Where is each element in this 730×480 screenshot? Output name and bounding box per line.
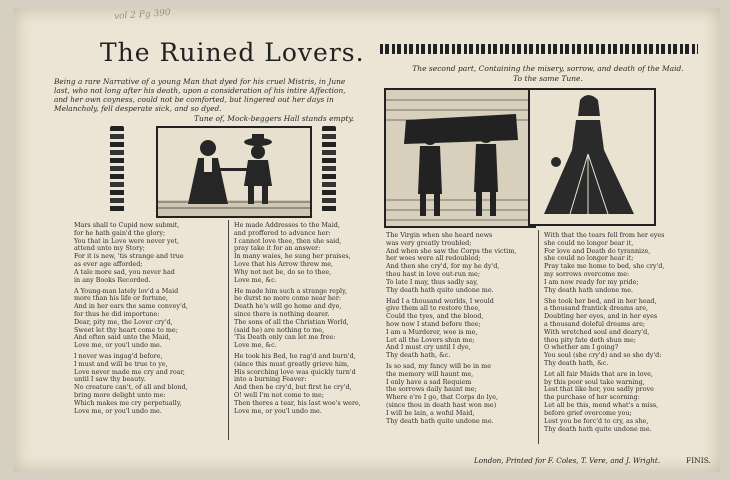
tune-line-part1: Tune of, Mock-beggers Hall stands empty. [194, 114, 355, 123]
stanza: Is so sad, my fancy will be in me the memory will haunt me, I only have a sad Requiem the sorrows daily haunt me; Where e're I go, that Corps do lye, (since thou in death hast won me) I will be lain, a woful Maid, Thy death hath quite undone me. [386, 362, 499, 425]
intro-text: Being a rare Narrative of a young Man that dyed for his cruel Mistris, in June last, who not long after his death, upon a consideration of his intire Affection, and her own coyness, could not be comforted, but lingered out her days in Melancholy, fell desperate sick, and so dyed. [54, 77, 346, 113]
column-divider [228, 220, 229, 440]
verse-column-2 [234, 222, 374, 419]
funeral-illustration-icon [386, 90, 534, 226]
broadside-sheet [14, 8, 720, 472]
stanza: I never was ingag'd before, I must and will be true to ye, Love never made me cry and roar, until I saw thy beauty. No creature can't, of all and blond, bring more delight unto me: Which makes me cry perpetually, Love me, or you'l undo me. [74, 352, 188, 415]
ornament-column-left [110, 126, 124, 212]
stanza: Let all fair Maids that are in love, by this poor soul take warning, Lest that like her, you sadly prove the purchase of her scorning: Let all be this, mend what's a miss, before grief overcome you; Lest you be forc'd to cry, as she, Thy death hath quite undone me. [544, 369, 659, 433]
verse-column-1 [74, 222, 210, 419]
pencil-annotation: vol 2 Pg 390 [113, 8, 171, 22]
lady-illustration-icon [530, 90, 654, 224]
stanza: With that the tears fell from her eyes she could no longer bear it, For love and Death do tyrannize, she could no longer hear it; Pray take me home to bed, she cry'd, my sorrows overcome me: I am now ready for my pride; Thy death hath undone me. [544, 231, 665, 294]
stanza: He made him such a strange reply, he durst no more come near her: Death he's will go home and dye, since there is nothing dearer. The sons of all the Christian World, (said he) are nothing to me, 'Tis Death only can let me free: Love me, &c. [234, 286, 349, 350]
stanza: She took her bed, and in her head, a thousand frantick dreams are, Doubting her eyes, and in her eyes a thousand doleful dreams are; With wretched soul and deary'd, thou pity fate doth shun me; O whether am I going? You soul (she cry'd) and so she dy'd: Thy death hath, &c. [544, 296, 662, 367]
stanza: Mars shall to Cupid now submit, for he hath gain'd the glory; You that in Love were never yet, attend unto my Story; For it is new, 'tis strange and true as ever age afforded; A tale more sad, you never had in any Books Recorded. [74, 221, 184, 284]
ornament-column-right [322, 126, 336, 212]
tune-line-part2: To the same Tune. [513, 74, 583, 83]
verse-column-3 [386, 232, 534, 429]
stanza: The Virgin when she heard news was very greatly troubled; And when she saw the Corps the victim, her woes were all redoubled; And then she cry'd, for my he dy'd, thou hast in love out-run me; To late I may, thus sadly say, Thy death hath quite undone me. [386, 231, 517, 294]
stanza: A Young-man lately lov'd a Maid more than his life or fortune, And in her ears the same convey'd, for thus he did importune: Dear, pity me, the Lover cry'd, Sweet let thy heart come to me; And often said unto the Maid, Love me, or you'l undo me. [74, 286, 188, 350]
finis-mark: FINIS. [686, 456, 711, 465]
woodcut-lady-image [528, 88, 656, 226]
part2-title: The second part, Containing the misery, sorrow, and death of the Maid. [412, 64, 684, 73]
printer-imprint: London, Printed for F. Coles, T. Vere, and J. Wright. [474, 456, 661, 465]
stanza: He took his Bed, he rag'd and burn'd, (since this must greatly grieve him, His scorching love was quickly turn'd into a burning Feaver: And then he cry'd, but first he cry'd, O! well I'm not come to me; Then theres a tear, his last woe's were, Love me, or you'l undo me. [234, 352, 361, 415]
woodcut-couple-image [156, 126, 312, 218]
woodcut-funeral-image [384, 88, 536, 228]
couple-illustration-icon [158, 128, 310, 216]
ornamental-border-bar [380, 44, 698, 54]
page-title: The Ruined Lovers. [100, 38, 365, 67]
verse-column-4 [544, 232, 694, 436]
stanza: He made Addresses to the Maid, and proffered to advance her: I cannot love thee, then she said, pray take it for an answer: In many waies, he sung her praises, Love that his Arrow threw me, Why not not be, do so to thee, Love me, &c. [234, 221, 351, 284]
column-divider [538, 230, 539, 444]
stanza: Had I a thousand worlds, I would give them all to restore thee, Could the tyes, and the blood, how now I stand before thee; I am a Murderer, woe is me, Let all the Lovers shun me; And I must cry until I dye, Thy death hath, &c. [386, 296, 494, 360]
